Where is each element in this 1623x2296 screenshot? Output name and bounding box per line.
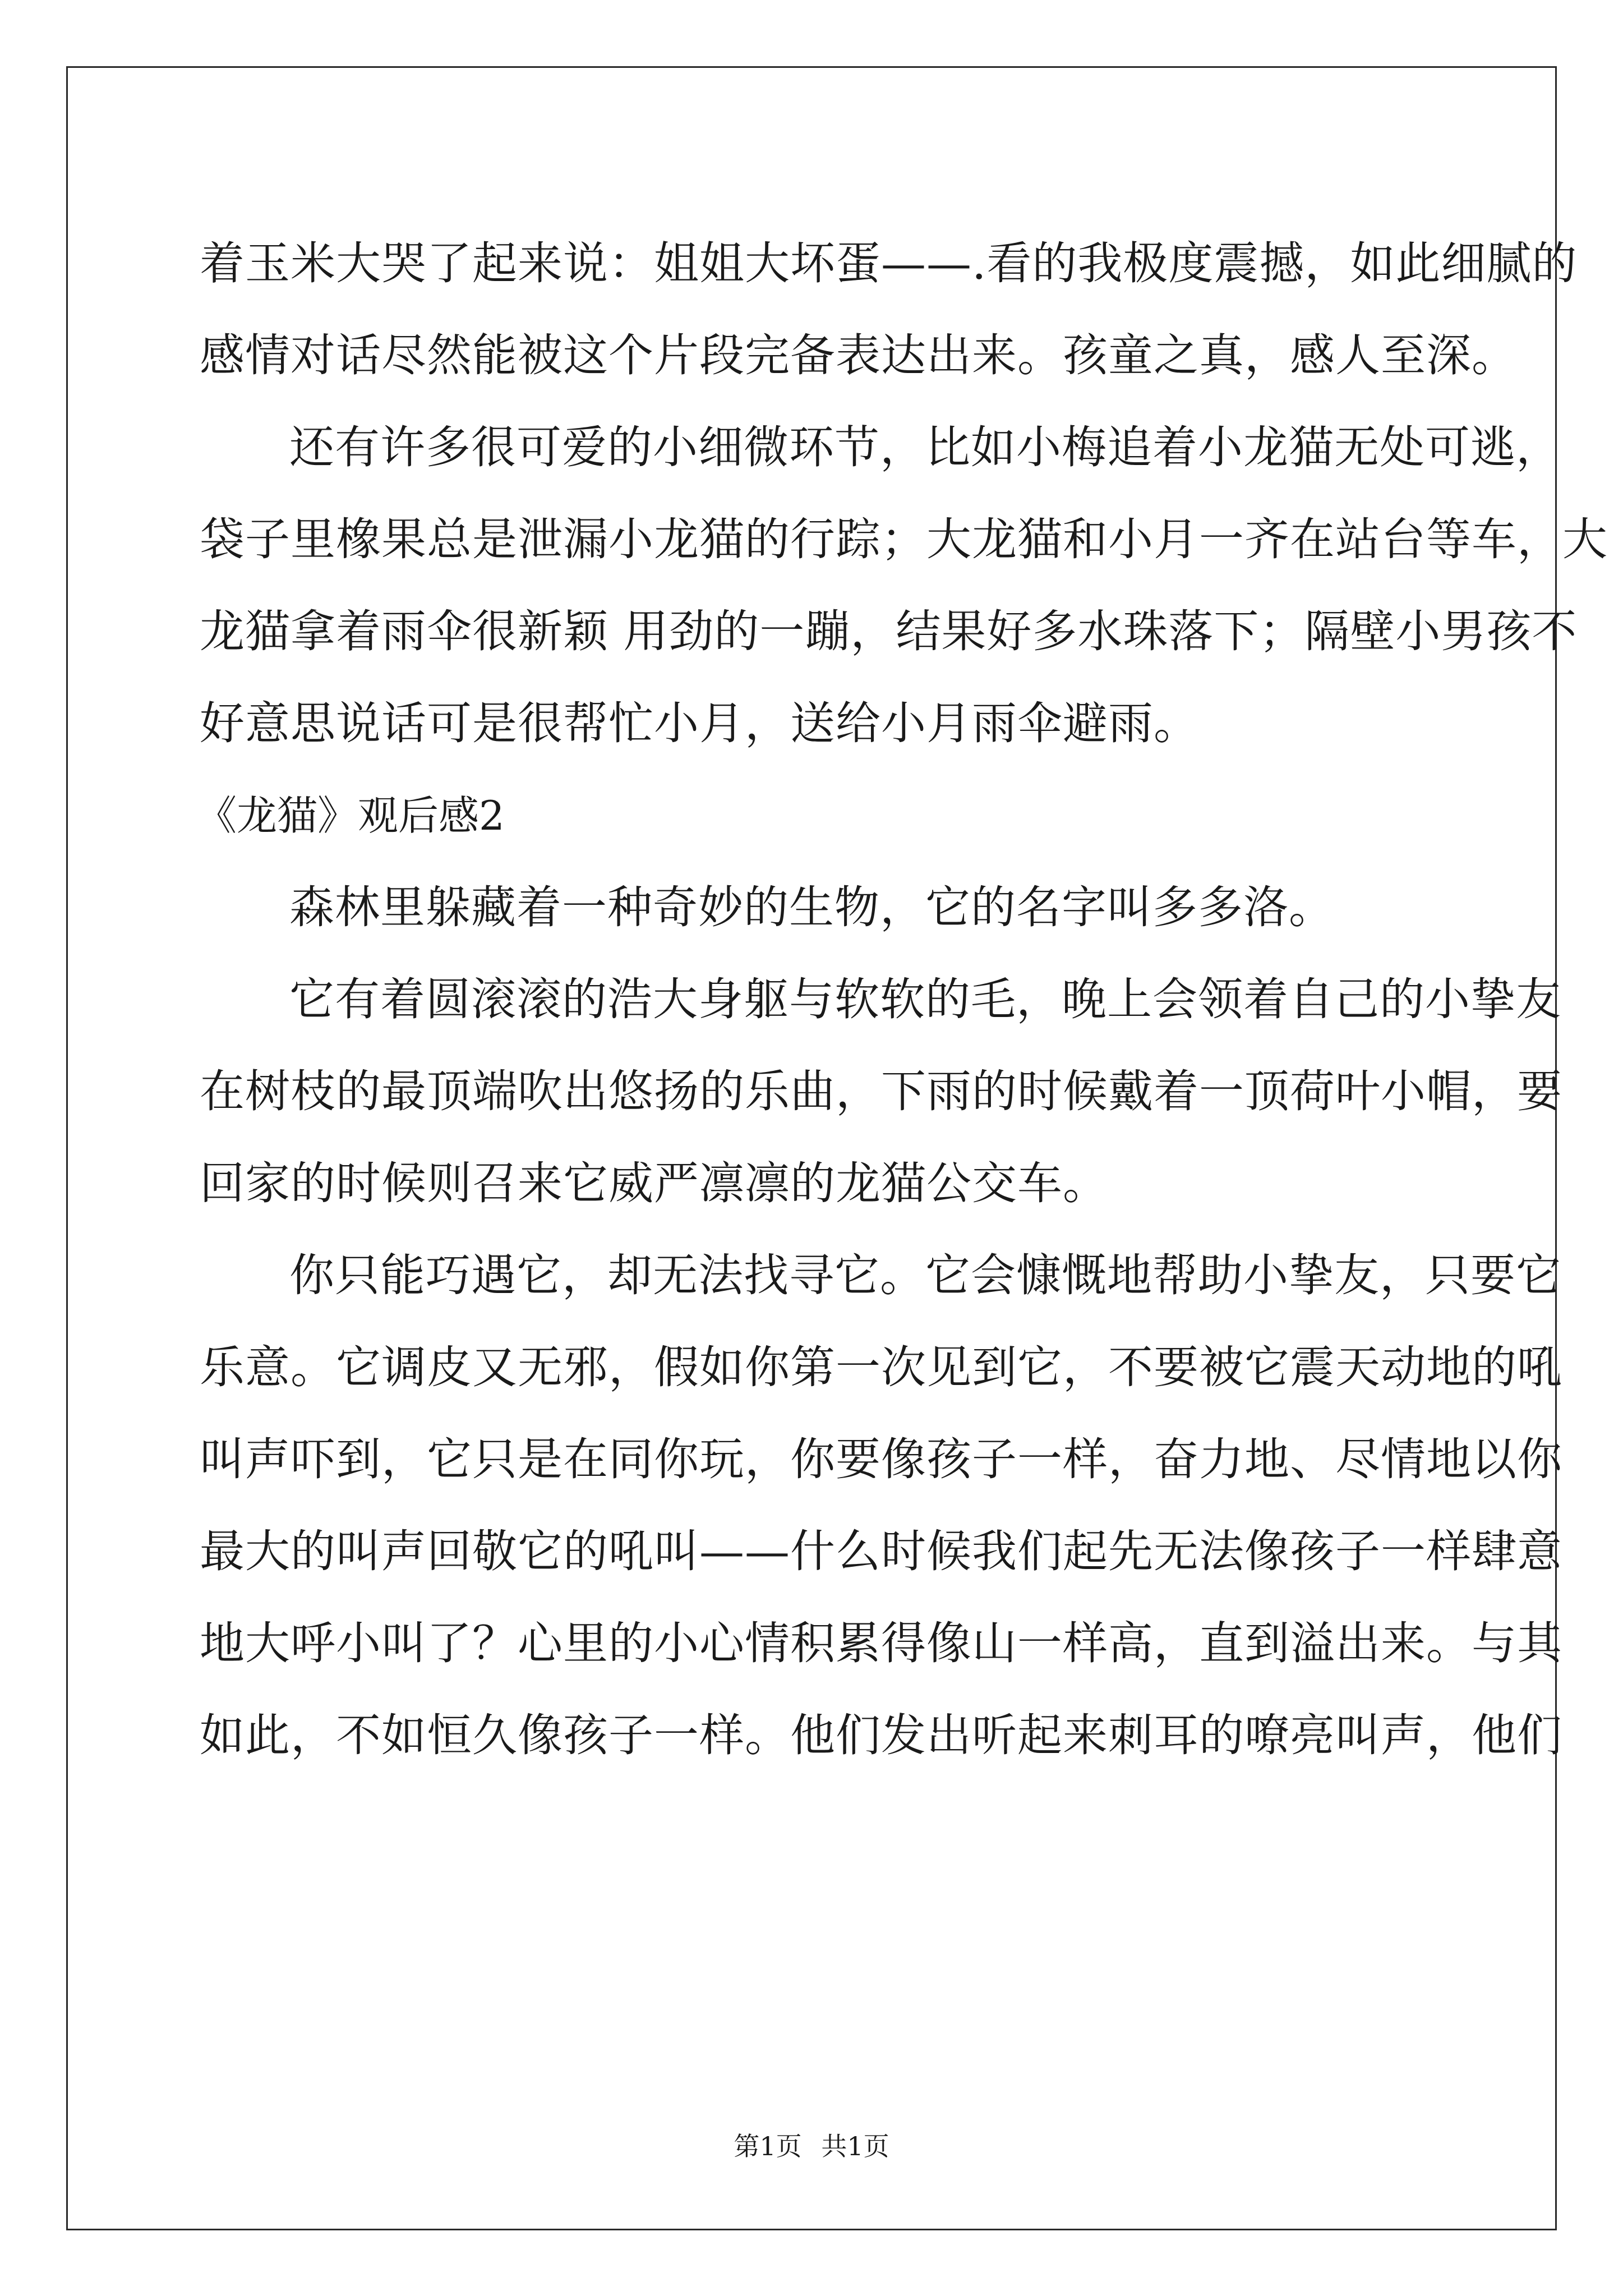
- paragraph-start: 还有许多很可爱的小细微环节，比如小梅追着小龙猫无处可逃，: [289, 421, 1561, 473]
- page-footer: [0, 2126, 1623, 2163]
- text-line: 袋子里橡果总是泄漏小龙猫的行踪；大龙猫和小月一齐在站台等车，大: [200, 513, 1608, 565]
- page-number: 第1页: [734, 2131, 802, 2161]
- page-total: 共1页: [821, 2131, 889, 2161]
- text-line: 地大呼小叫了？心里的小心情积累得像山一样高，直到溢出来。与其: [200, 1617, 1562, 1669]
- text-line: 如此，不如恒久像孩子一样。他们发出听起来刺耳的嘹亮叫声，他们: [200, 1709, 1562, 1761]
- text-line: 龙猫拿着雨伞很新颖 用劲的一蹦，结果好多水珠落下；隔壁小男孩不: [200, 605, 1578, 657]
- text-line: 回家的时候则召来它威严凛凛的龙猫公交车。: [200, 1157, 1108, 1209]
- document-body: [196, 218, 1608, 1782]
- text-line: 感情对话尽然能被这个片段完备表达出来。孩童之真，感人至深。: [200, 329, 1517, 381]
- text-line: 在树枝的最顶端吹出悠扬的乐曲，下雨的时候戴着一顶荷叶小帽，要: [200, 1065, 1562, 1117]
- text-line: 着玉米大哭了起来说：姐姐大坏蛋——.看的我极度震撼，如此细腻的: [200, 237, 1578, 289]
- paragraph-start: 你只能巧遇它，却无法找寻它。它会慷慨地帮助小挚友，只要它: [289, 1249, 1561, 1301]
- text-line: 好意思说话可是很帮忙小月，送给小月雨伞避雨。: [200, 697, 1199, 749]
- text-line: 最大的叫声回敬它的吼叫——什么时候我们起先无法像孩子一样肆意: [200, 1525, 1562, 1577]
- text-line: 叫声吓到，它只是在同你玩，你要像孩子一样，奋力地、尽情地以你: [200, 1433, 1562, 1485]
- paragraph-start: 它有着圆滚滚的浩大身躯与软软的毛，晚上会领着自己的小挚友: [289, 973, 1561, 1025]
- paragraph-start: 森林里躲藏着一种奇妙的生物，它的名字叫多多洛。: [289, 881, 1334, 933]
- text-line: 乐意。它调皮又无邪，假如你第一次见到它，不要被它震天动地的吼: [200, 1341, 1562, 1393]
- section-heading: 《龙猫》观后感2: [196, 792, 505, 839]
